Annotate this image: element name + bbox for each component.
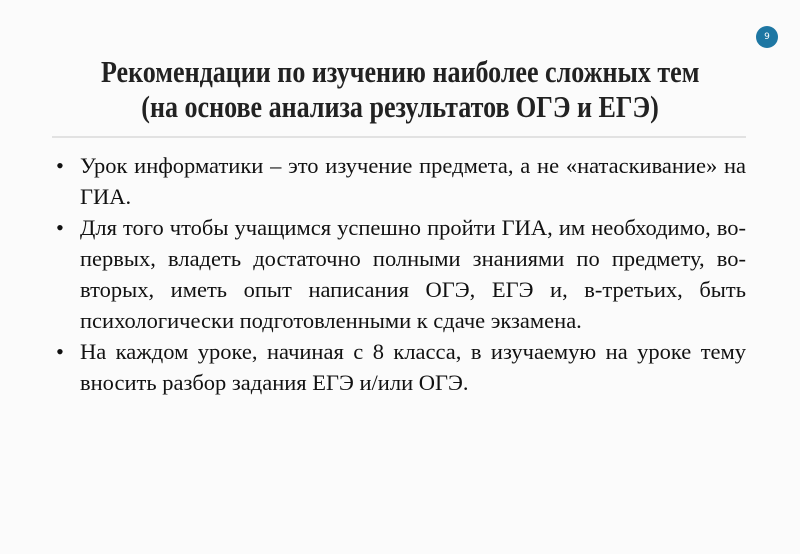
slide-number-badge: 9: [756, 26, 778, 48]
bullet-list: [80, 150, 746, 398]
bullet-item: • На каждом уроке, начиная с 8 класса, в изучаемую на уроке тему вносить разбор задания ЕГЭ и/или ОГЭ.: [80, 336, 746, 398]
bullet-item: • Урок информатики – это изучение предмета, а не «натаскивание» на ГИА.: [80, 150, 746, 212]
slide-title: [0, 54, 800, 124]
title-divider: [52, 136, 746, 138]
bullet-item: • Для того чтобы учащимся успешно пройти ГИА, им необходимо, во-первых, владеть достаточно полными знаниями по предмету, во-вторых, иметь опыт написания ОГЭ, ЕГЭ и, в-третьих, быть психологически подготовленными к сдаче экзамена.: [80, 212, 746, 336]
title-line-1: Рекомендации по изучению наиболее сложных тем: [100, 54, 700, 89]
title-line-2: (на основе анализа результатов ОГЭ и ЕГЭ): [141, 89, 659, 124]
